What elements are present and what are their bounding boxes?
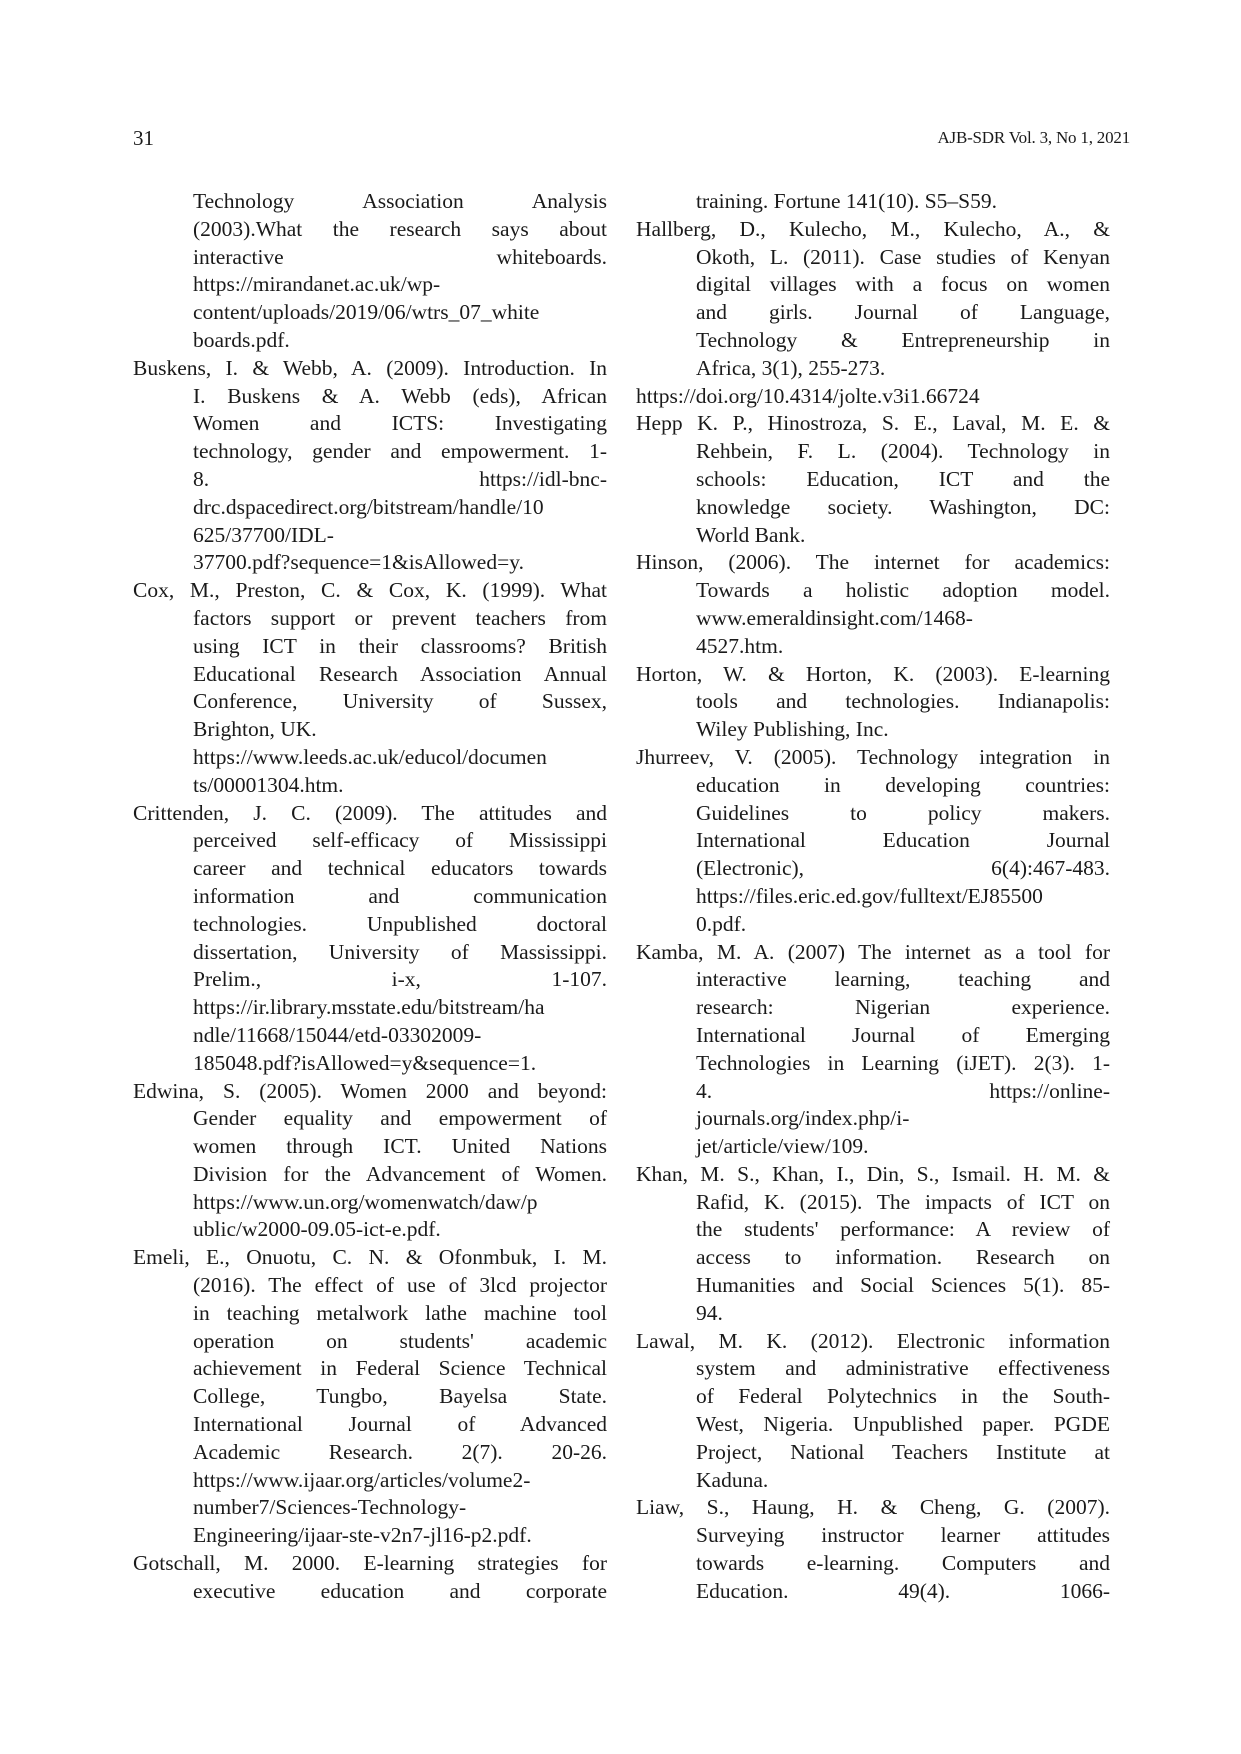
- reference-entry: [636, 383, 1110, 411]
- reference-line: research: Nigerian experience.: [696, 995, 1110, 1020]
- reference-entry: [636, 216, 1110, 383]
- reference-line: I. Buskens & A. Webb (eds), African: [193, 383, 607, 408]
- reference-line: Rehbein, F. L. (2004). Technology in: [696, 439, 1110, 464]
- reference-first-line: Jhurreev, V. (2005). Technology integration in: [636, 744, 1110, 769]
- reference-line: West, Nigeria. Unpublished paper. PGDE: [696, 1412, 1110, 1437]
- reference-line: digital villages with a focus on women: [696, 272, 1110, 297]
- reference-line: Academic Research. 2(7). 20-26.: [193, 1439, 607, 1464]
- reference-line: Guidelines to policy makers.: [696, 800, 1110, 825]
- reference-line: journals.org/index.php/i-: [696, 1106, 910, 1131]
- reference-line: ublic/w2000-09.05-ict-e.pdf.: [193, 1217, 441, 1242]
- reference-line: executive education and corporate: [193, 1578, 607, 1603]
- reference-line: using ICT in their classrooms? British: [193, 633, 607, 658]
- reference-entry: [133, 1550, 607, 1606]
- reference-first-line: Emeli, E., Onuotu, C. N. & Ofonmbuk, I. M.: [133, 1245, 607, 1270]
- reference-entry: [636, 1328, 1110, 1495]
- reference-line: tools and technologies. Indianapolis:: [696, 689, 1110, 714]
- reference-line: Division for the Advancement of Women.: [193, 1161, 607, 1186]
- reference-line: https://mirandanet.ac.uk/wp-: [193, 272, 441, 297]
- reference-line: training. Fortune 141(10). S5–S59.: [696, 189, 997, 213]
- reference-line: number7/Sciences-Technology-: [193, 1495, 467, 1520]
- reference-line: system and administrative effectiveness: [696, 1356, 1110, 1381]
- reference-entry: [133, 800, 607, 1078]
- reference-entry: [636, 1161, 1110, 1328]
- reference-line: 4. https://online-: [696, 1078, 1110, 1103]
- reference-line: ndle/11668/15044/etd-03302009-: [193, 1022, 482, 1047]
- reference-line: achievement in Federal Science Technical: [193, 1356, 607, 1381]
- reference-first-line: Gotschall, M. 2000. E-learning strategies for: [133, 1551, 607, 1576]
- reference-line: Education. 49(4). 1066-: [696, 1578, 1110, 1603]
- reference-line: Towards a holistic adoption model.: [696, 578, 1110, 603]
- reference-first-line: Hepp K. P., Hinostroza, S. E., Laval, M. E. &: [636, 411, 1110, 436]
- reference-entry: [133, 1244, 607, 1550]
- reference-line: Technology & Entrepreneurship in: [696, 327, 1110, 352]
- reference-line: 0.pdf.: [696, 911, 747, 936]
- reference-entry: [636, 188, 1110, 216]
- reference-first-line: Crittenden, J. C. (2009). The attitudes and: [133, 800, 607, 825]
- reference-line: of Federal Polytechnics in the South-: [696, 1384, 1110, 1409]
- reference-first-line: https://doi.org/10.4314/jolte.v3i1.66724: [636, 383, 980, 408]
- reference-entry: [636, 661, 1110, 744]
- reference-entry: [636, 410, 1110, 549]
- reference-line: College, Tungbo, Bayelsa State.: [193, 1384, 607, 1409]
- reference-line: Prelim., i-x, 1-107.: [193, 967, 607, 992]
- reference-line: 37700.pdf?sequence=1&isAllowed=y.: [193, 550, 524, 575]
- reference-line: 4527.htm.: [696, 633, 784, 658]
- reference-first-line: Khan, M. S., Khan, I., Din, S., Ismail. H. M. &: [636, 1161, 1110, 1186]
- reference-entry: [636, 1494, 1110, 1605]
- reference-line: factors support or prevent teachers from: [193, 605, 607, 630]
- reference-line: Rafid, K. (2015). The impacts of ICT on: [696, 1189, 1110, 1214]
- reference-line: Technologies in Learning (iJET). 2(3). 1-: [696, 1050, 1110, 1075]
- reference-first-line: Cox, M., Preston, C. & Cox, K. (1999). What: [133, 578, 607, 603]
- reference-line: 185048.pdf?isAllowed=y&sequence=1.: [193, 1050, 537, 1075]
- reference-line: jet/article/view/109.: [696, 1134, 869, 1159]
- reference-line: https://ir.library.msstate.edu/bitstream/ha: [193, 995, 545, 1020]
- reference-line: Kaduna.: [696, 1467, 769, 1492]
- reference-line: towards e-learning. Computers and: [696, 1551, 1110, 1576]
- journal-running-head: AJB-SDR Vol. 3, No 1, 2021: [937, 128, 1130, 147]
- reference-line: content/uploads/2019/06/wtrs_07_white: [193, 300, 540, 325]
- reference-entry: [636, 549, 1110, 660]
- reference-first-line: Hallberg, D., Kulecho, M., Kulecho, A., &: [636, 216, 1110, 241]
- reference-line: www.emeraldinsight.com/1468-: [696, 605, 973, 630]
- reference-line: and girls. Journal of Language,: [696, 300, 1110, 325]
- reference-line: International Education Journal: [696, 828, 1110, 853]
- reference-line: Women and ICTS: Investigating: [193, 411, 607, 436]
- reference-line: https://files.eric.ed.gov/fulltext/EJ85500: [696, 883, 1043, 908]
- reference-first-line: Horton, W. & Horton, K. (2003). E-learning: [636, 661, 1110, 686]
- reference-line: Project, National Teachers Institute at: [696, 1439, 1110, 1464]
- reference-entry: [636, 939, 1110, 1161]
- reference-line: boards.pdf.: [193, 327, 290, 352]
- reference-first-line: Edwina, S. (2005). Women 2000 and beyond:: [133, 1078, 607, 1103]
- reference-line: perceived self-efficacy of Mississippi: [193, 828, 607, 853]
- reference-line: technology, gender and empowerment. 1-: [193, 439, 607, 464]
- reference-first-line: Hinson, (2006). The internet for academics:: [636, 550, 1110, 575]
- reference-line: schools: Education, ICT and the: [696, 466, 1110, 491]
- reference-entry: [133, 188, 607, 355]
- reference-line: education in developing countries:: [696, 772, 1110, 797]
- reference-line: (2016). The effect of use of 3lcd projector: [193, 1273, 607, 1298]
- reference-line: Engineering/ijaar-ste-v2n7-jl16-p2.pdf.: [193, 1523, 532, 1548]
- reference-line: the students' performance: A review of: [696, 1217, 1110, 1242]
- reference-line: dissertation, University of Massissippi.: [193, 939, 607, 964]
- reference-first-line: Kamba, M. A. (2007) The internet as a tool for: [636, 939, 1110, 964]
- reference-line: Humanities and Social Sciences 5(1). 85-: [696, 1273, 1110, 1298]
- reference-first-line: Lawal, M. K. (2012). Electronic information: [636, 1328, 1110, 1353]
- reference-line: Conference, University of Sussex,: [193, 689, 607, 714]
- reference-line: https://www.un.org/womenwatch/daw/p: [193, 1189, 538, 1214]
- reference-line: 8. https://idl-bnc-: [193, 466, 607, 491]
- reference-line: access to information. Research on: [696, 1245, 1110, 1270]
- reference-line: Wiley Publishing, Inc.: [696, 717, 889, 742]
- reference-line: International Journal of Emerging: [696, 1022, 1110, 1047]
- reference-line: operation on students' academic: [193, 1328, 607, 1353]
- reference-line: Surveying instructor learner attitudes: [696, 1523, 1110, 1548]
- reference-entry: [133, 577, 607, 799]
- reference-line: drc.dspacedirect.org/bitstream/handle/10: [193, 494, 544, 519]
- reference-line: in teaching metalwork lathe machine tool: [193, 1300, 607, 1325]
- reference-line: International Journal of Advanced: [193, 1412, 607, 1437]
- reference-first-line: Liaw, S., Haung, H. & Cheng, G. (2007).: [636, 1495, 1110, 1520]
- reference-line: ts/00001304.htm.: [193, 772, 344, 797]
- reference-column-right: [636, 188, 1110, 1606]
- reference-line: knowledge society. Washington, DC:: [696, 494, 1110, 519]
- reference-line: Okoth, L. (2011). Case studies of Kenyan: [696, 244, 1110, 269]
- page-number: 31: [133, 126, 154, 150]
- reference-first-line: Buskens, I. & Webb, A. (2009). Introduction. In: [133, 355, 607, 380]
- reference-line: technologies. Unpublished doctoral: [193, 911, 607, 936]
- reference-line: interactive learning, teaching and: [696, 967, 1110, 992]
- reference-line: Africa, 3(1), 255-273.: [696, 355, 886, 380]
- reference-line: (Electronic), 6(4):467-483.: [696, 856, 1110, 881]
- reference-line: 94.: [696, 1300, 723, 1325]
- reference-column-left: [133, 188, 607, 1606]
- reference-line: women through ICT. United Nations: [193, 1134, 607, 1159]
- reference-line: interactive whiteboards.: [193, 244, 607, 269]
- reference-line: Educational Research Association Annual: [193, 661, 607, 686]
- reference-line: (2003).What the research says about: [193, 216, 607, 241]
- reference-line: World Bank.: [696, 522, 806, 547]
- reference-entry: [133, 1078, 607, 1245]
- reference-line: information and communication: [193, 883, 607, 908]
- reference-line: career and technical educators towards: [193, 856, 607, 881]
- reference-line: https://www.ijaar.org/articles/volume2-: [193, 1467, 531, 1492]
- reference-entry: [133, 355, 607, 577]
- reference-line: Gender equality and empowerment of: [193, 1106, 607, 1131]
- reference-line: Brighton, UK.: [193, 717, 317, 742]
- reference-line: 625/37700/IDL-: [193, 522, 334, 547]
- reference-entry: [636, 744, 1110, 939]
- reference-line: Technology Association Analysis: [193, 189, 607, 213]
- reference-line: https://www.leeds.ac.uk/educol/documen: [193, 744, 547, 769]
